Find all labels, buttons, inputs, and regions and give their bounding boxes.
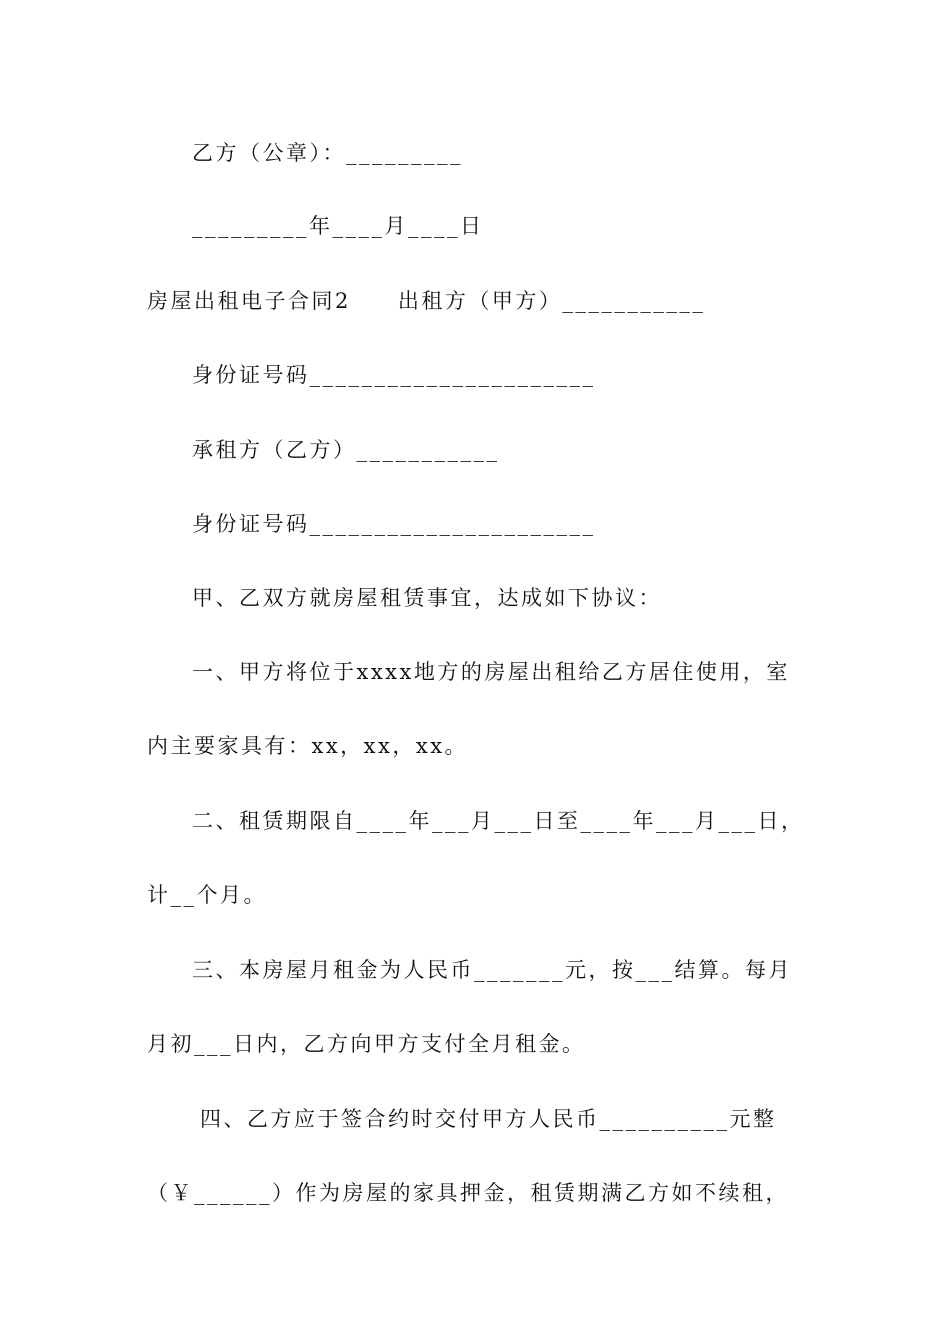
contract-title-lessor: 房屋出租电子合同2 出租方（甲方）___________ — [147, 289, 706, 313]
clause-2-line-2: 计__个月。 — [147, 883, 267, 907]
clause-3-line-1: 三、本房屋月租金为人民币_______元，按___结算。每月 — [192, 958, 792, 982]
clause-1-line-2: 内主要家具有：xx，xx，xx。 — [147, 734, 469, 758]
clause-1-line-1: 一、甲方将位于xxxx地方的房屋出租给乙方居住使用，室 — [192, 660, 790, 684]
clause-4-line-2: （￥______）作为房屋的家具押金，租赁期满乙方如不续租， — [147, 1181, 789, 1205]
lessee-id-number: 身份证号码______________________ — [192, 512, 596, 536]
party-b-seal-line: 乙方（公章）：_________ — [192, 141, 463, 165]
date-line: _________年____月____日 — [192, 214, 484, 238]
clause-4-line-1: 四、乙方应于签合约时交付甲方人民币__________元整 — [200, 1107, 777, 1131]
clause-2-line-1: 二、租赁期限自____年___月___日至____年___月___日， — [192, 809, 805, 833]
lessor-id-number: 身份证号码______________________ — [192, 363, 596, 387]
agreement-intro: 甲、乙双方就房屋租赁事宜，达成如下协议： — [192, 586, 662, 610]
lessee-line: 承租方（乙方）___________ — [192, 438, 500, 462]
clause-3-line-2: 月初___日内，乙方向甲方支付全月租金。 — [147, 1032, 586, 1056]
